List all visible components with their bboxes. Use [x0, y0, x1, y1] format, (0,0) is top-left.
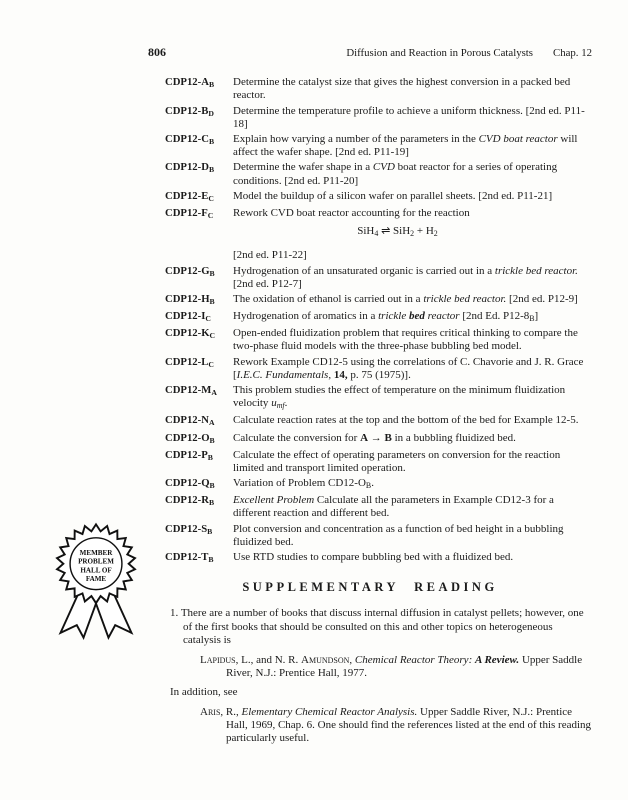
supplementary-reading-heading: SUPPLEMENTARY READING [242, 580, 498, 595]
problem-row [148, 76, 592, 102]
problem-row [148, 310, 592, 325]
problem-text-block: Determine the temperature profile to achieve a uniform thickness. [2nd ed. P11-18] [233, 104, 585, 130]
problem-text-block: This problem studies the effect of temperature on the minimum fluidization velocity $u_{mf}$. [233, 384, 566, 411]
problem-code: $CDP12-F_C$ [165, 206, 214, 220]
problem-row [148, 293, 592, 308]
problem-text [233, 477, 592, 492]
problem-text-block: Calculate reaction rates at the top and the bottom of the bed for Example 12-5. [233, 414, 579, 427]
reference-list [170, 654, 592, 745]
problem-row [148, 494, 592, 520]
problem-text [233, 161, 592, 187]
problem-row [148, 207, 592, 263]
problem-text [233, 105, 592, 131]
page-header [148, 46, 592, 60]
problem-text-block: Calculate the conversion for A → B in a bubbling fluidized bed. [233, 431, 516, 444]
problem-code: $CDP12-D_B$ [165, 161, 215, 175]
problem-text [233, 327, 592, 353]
problem-text [233, 356, 592, 382]
problem-code: $CDP12-I_C$ [165, 310, 211, 323]
problem-row [148, 265, 592, 291]
chapter-label: Chap. 12 [553, 47, 592, 59]
problem-code: $CDP12-G_B$ [165, 264, 215, 278]
problem-text-block: [2nd ed. P11-22] [233, 249, 307, 262]
problem-text-block: Calculate the effect of operating parameters on conversion for the reaction limited and transport limited operation. [233, 448, 561, 474]
problem-row [148, 356, 592, 382]
supplementary-intro [170, 607, 592, 647]
ribbon-seal-icon [48, 518, 144, 644]
problem-text [233, 551, 592, 566]
item-number: 1. [170, 607, 179, 620]
problem-code: $CDP12-H_B$ [165, 292, 215, 306]
problem-row [148, 432, 592, 447]
running-title: Diffusion and Reaction in Porous Catalysts [346, 47, 533, 59]
problem-code: $CDP12-C_B$ [165, 133, 215, 146]
problem-text-block: Explain how varying a number of the parameters in the CVD boat reactor will affect the wafer shape. [2nd ed. P11-19] [233, 133, 578, 159]
problem-code: $CDP12-M_A$ [165, 384, 217, 397]
problem-row [148, 327, 592, 353]
problem-row [148, 551, 592, 566]
badge-line-2: PROBLEM [78, 557, 114, 566]
problem-row [148, 477, 592, 492]
problem-code: $CDP12-Q_B$ [165, 477, 215, 490]
problem-text-block: Open-ended fluidization problem that requires critical thinking to compare the two-phase fluid models with the three-phase bubbling bed model. [233, 327, 578, 353]
problem-code: $CDP12-R_B$ [165, 494, 215, 508]
problem-text-block: The oxidation of ethanol is carried out in a trickle bed reactor. [2nd ed. P12-9] [233, 292, 578, 305]
problem-text [233, 133, 592, 159]
problem-list [148, 76, 592, 566]
reference-aris: Aris, R., Elementary Chemical Reactor Analysis. Upper Saddle River, N.J.: Prentice Hall, 1969, Chap. 6. One should find the references listed at the end of this reading particularly useful. [200, 705, 592, 745]
in-addition-text: In addition, see [170, 686, 238, 699]
problem-text [233, 384, 592, 412]
problem-text-block: Determine the wafer shape in a CVD boat reactor for a series of operating conditions. [2nd ed. P11-20] [233, 161, 558, 187]
problem-code: $CDP12-A_B$ [165, 76, 215, 90]
problem-text [233, 293, 592, 308]
reaction-equation: SiH$_4$ ⇌ $SiH_2 + H_2$ [357, 225, 438, 239]
supplementary-intro-text: There are a number of books that discuss internal diffusion in catalyst pellets; however, one of the first books that should be consulted on this and other topics on heterogeneous catalysis is [180, 607, 584, 646]
problem-text-block: Hydrogenation of aromatics in a trickle bed reactor [2nd Ed. $P12-8_B$] [233, 310, 539, 324]
problem-row [148, 190, 592, 205]
badge-line-3: HALL OF [80, 566, 112, 575]
problem-row [148, 133, 592, 159]
problem-text-block: Determine the catalyst size that gives the highest conversion in a packed bed reactor. [233, 76, 571, 102]
problem-row [148, 523, 592, 549]
running-head [346, 47, 592, 60]
problem-text-block: Variation of Problem $CD12-O_B$. [233, 477, 374, 491]
problem-text-block: Excellent Problem Calculate all the parameters in Example CD12-3 for a different reaction and different bed. [233, 494, 554, 520]
problem-row [148, 161, 592, 187]
problem-text [233, 190, 592, 205]
problem-code: $CDP12-K_C$ [165, 327, 216, 341]
problem-code: $CDP12-B_D$ [165, 104, 214, 118]
hall-of-fame-badge [48, 518, 144, 644]
problem-text-block: Plot conversion and concentration as a function of bed height in a bubbling fluidized bed. [233, 522, 564, 548]
problem-text [233, 449, 592, 475]
problem-code: $CDP12-S_B$ [165, 522, 213, 536]
problem-text [233, 432, 592, 447]
problem-text [233, 414, 592, 429]
problem-code: $CDP12-P_B$ [165, 448, 213, 462]
problem-text [233, 76, 592, 102]
problem-row [148, 105, 592, 131]
problem-code: $CDP12-T_B$ [165, 551, 214, 564]
problem-text-block: Rework Example CD12-5 using the correlations of C. Chavorie and J. R. Grace [I.E.C. Fundamentals, 14, p. 75 (1975)]. [233, 355, 584, 381]
problem-row [148, 449, 592, 475]
problem-text [233, 207, 592, 263]
page-number: 806 [148, 45, 166, 59]
badge-line-1: MEMBER [79, 549, 113, 558]
problem-text-block: Model the buildup of a silicon wafer on parallel sheets. [2nd ed. P11-21] [233, 189, 553, 202]
problem-row [148, 414, 592, 429]
reference-lapidus: Lapidus, L., and N. R. Amundson, Chemical Reactor Theory: A Review. Upper Saddle River, N.J.: Prentice Hall, 1977. [200, 654, 583, 680]
problem-text [233, 265, 592, 291]
problem-text-block: Rework CVD boat reactor accounting for the reaction [233, 206, 470, 219]
problem-text [233, 310, 592, 325]
problem-code: $CDP12-O_B$ [165, 431, 215, 445]
problem-text [233, 494, 592, 520]
problem-code: $CDP12-N_A$ [165, 414, 215, 428]
problem-row [148, 384, 592, 412]
problem-code: $CDP12-E_C$ [165, 189, 214, 203]
problem-text-block: Use RTD studies to compare bubbling bed with a fluidized bed. [233, 551, 514, 564]
badge-line-4: FAME [85, 575, 107, 583]
problem-text-block: Hydrogenation of an unsaturated organic is carried out in a trickle bed reactor. [2nd ed. P12-7] [233, 264, 578, 290]
problem-code: $CDP12-L_C$ [165, 355, 214, 369]
problem-text [233, 523, 592, 549]
